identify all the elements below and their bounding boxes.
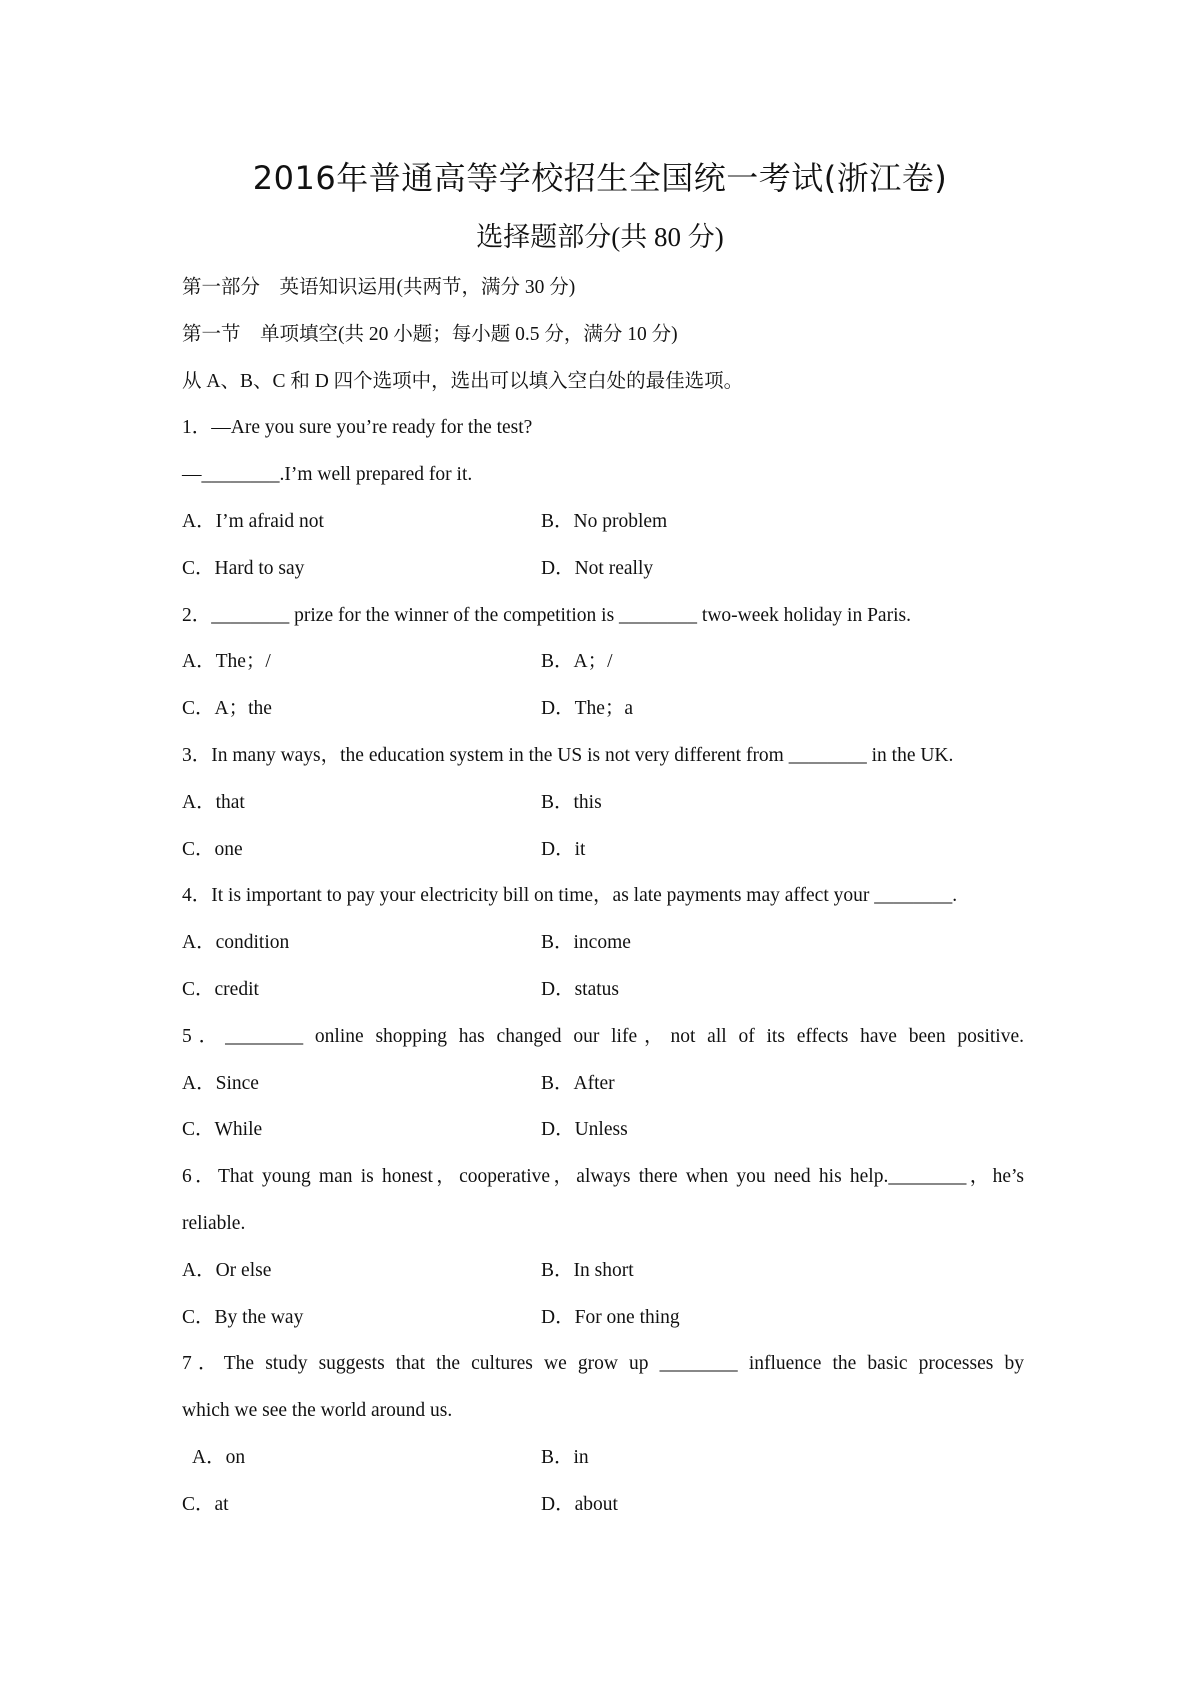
option-text: Unless xyxy=(574,1119,628,1141)
option-text: income xyxy=(573,932,631,954)
option-text: After xyxy=(573,1072,615,1094)
option-row xyxy=(182,1061,1024,1108)
option-text: Hard to say xyxy=(214,557,305,579)
option-d[interactable] xyxy=(541,827,585,874)
option-text: The；/ xyxy=(215,651,271,673)
option-letter: B． xyxy=(541,1446,574,1468)
option-text: Or else xyxy=(215,1259,272,1281)
option-letter: C． xyxy=(182,838,215,860)
option-row xyxy=(182,780,1024,827)
option-text: A；/ xyxy=(573,651,613,673)
option-text: on xyxy=(225,1446,246,1468)
option-c[interactable] xyxy=(182,1107,262,1154)
option-a[interactable] xyxy=(182,639,271,686)
option-letter: A． xyxy=(182,791,216,813)
question-stem: 1．—Are you sure you’re ready for the test? xyxy=(182,417,533,439)
section-heading: 第一节 单项填空(共 20 小题；每小题 0.5 分，满分 10 分) xyxy=(182,323,678,345)
instruction-text: 从 A、B、C 和 D 四个选项中，选出可以填入空白处的最佳选项。 xyxy=(182,370,744,392)
option-letter: B． xyxy=(541,932,574,954)
question-1 xyxy=(182,405,1024,592)
option-b[interactable] xyxy=(541,639,613,686)
question-3 xyxy=(182,733,1024,873)
option-text: Not really xyxy=(574,557,654,579)
option-letter: D． xyxy=(541,698,575,720)
option-row xyxy=(182,686,1024,733)
exam-subtitle: 选择题部分(共 80 分) xyxy=(476,222,724,252)
option-row xyxy=(182,967,1024,1014)
option-text: The；a xyxy=(574,698,634,720)
option-c[interactable] xyxy=(182,967,259,1014)
option-text: about xyxy=(574,1493,618,1515)
option-letter: B． xyxy=(541,510,574,532)
option-b[interactable] xyxy=(541,920,631,967)
option-c[interactable] xyxy=(182,1482,229,1529)
option-text: Since xyxy=(215,1072,259,1094)
option-letter: D． xyxy=(541,1493,575,1515)
option-letter: D． xyxy=(541,978,575,1000)
option-row xyxy=(182,1435,1024,1482)
option-row xyxy=(182,1248,1024,1295)
option-row xyxy=(182,827,1024,874)
option-a[interactable] xyxy=(182,1061,259,1108)
option-a[interactable] xyxy=(182,499,324,546)
question-stem: 7．The study suggests that the cultures we grow up ________ influence the basic processes by xyxy=(182,1353,1024,1375)
option-letter: D． xyxy=(541,557,575,579)
option-row xyxy=(182,499,1024,546)
option-letter: C． xyxy=(182,1493,215,1515)
option-text: A；the xyxy=(214,698,272,720)
option-d[interactable] xyxy=(541,967,619,1014)
option-letter: D． xyxy=(541,1119,575,1141)
option-d[interactable] xyxy=(541,1482,618,1529)
option-letter: B． xyxy=(541,1259,574,1281)
option-text: condition xyxy=(215,932,290,954)
option-letter: D． xyxy=(541,838,575,860)
option-letter: A． xyxy=(182,510,216,532)
option-text: one xyxy=(214,838,243,860)
option-text: For one thing xyxy=(574,1306,680,1328)
option-row xyxy=(182,639,1024,686)
question-4 xyxy=(182,873,1024,1013)
option-a[interactable] xyxy=(182,780,245,827)
option-b[interactable] xyxy=(541,499,667,546)
option-row xyxy=(182,1482,1024,1529)
option-row xyxy=(182,1107,1024,1154)
option-letter: C． xyxy=(182,1119,215,1141)
option-d[interactable] xyxy=(541,1295,680,1342)
option-letter: C． xyxy=(182,978,215,1000)
option-b[interactable] xyxy=(541,780,602,827)
question-stem: reliable. xyxy=(182,1212,246,1234)
option-text: it xyxy=(574,838,586,860)
option-d[interactable] xyxy=(541,546,653,593)
question-2 xyxy=(182,593,1024,733)
option-row xyxy=(182,920,1024,967)
part-heading: 第一部分 英语知识运用(共两节，满分 30 分) xyxy=(182,277,576,298)
option-c[interactable] xyxy=(182,1295,303,1342)
option-c[interactable] xyxy=(182,827,243,874)
option-row xyxy=(182,546,1024,593)
option-a[interactable] xyxy=(182,1248,271,1295)
option-text: status xyxy=(574,978,620,1000)
option-text: While xyxy=(214,1119,263,1141)
option-text: By the way xyxy=(214,1306,304,1328)
option-text: I’m afraid not xyxy=(215,510,324,532)
option-letter: C． xyxy=(182,1306,215,1328)
option-letter: A． xyxy=(182,651,216,673)
question-6 xyxy=(182,1154,1024,1341)
exam-title: 2016年普通高等学校招生全国统一考试(浙江卷) xyxy=(252,159,948,197)
option-letter: C． xyxy=(182,698,215,720)
option-text: in xyxy=(573,1446,589,1468)
option-letter: B． xyxy=(541,791,574,813)
question-7 xyxy=(182,1341,1024,1528)
question-5 xyxy=(182,1014,1024,1154)
option-c[interactable] xyxy=(182,686,272,733)
option-d[interactable] xyxy=(541,686,633,733)
option-letter: B． xyxy=(541,1072,574,1094)
question-stem: —________.I’m well prepared for it. xyxy=(182,464,473,486)
option-row xyxy=(182,1295,1024,1342)
option-text: credit xyxy=(214,978,259,1000)
question-stem: 5．________ online shopping has changed our life，not all of its effects have been positive. xyxy=(182,1025,1024,1047)
question-stem: which we see the world around us. xyxy=(182,1400,453,1422)
question-stem: 4．It is important to pay your electricity bill on time，as late payments may affect your ________. xyxy=(182,885,958,907)
question-stem: 3．In many ways，the education system in the US is not very different from ________ in the UK. xyxy=(182,744,954,766)
option-letter: A． xyxy=(182,932,216,954)
option-text: In short xyxy=(573,1259,634,1281)
option-text: that xyxy=(215,791,245,813)
option-b[interactable] xyxy=(541,1435,589,1482)
option-letter: B． xyxy=(541,651,574,673)
exam-content xyxy=(182,265,1024,1529)
option-letter: A． xyxy=(182,1259,216,1281)
option-b[interactable] xyxy=(541,1061,615,1108)
option-a[interactable] xyxy=(192,1435,245,1482)
question-stem: 2．________ prize for the winner of the competition is ________ two-week holiday in Paris. xyxy=(182,604,911,626)
option-d[interactable] xyxy=(541,1107,628,1154)
option-c[interactable] xyxy=(182,546,304,593)
question-stem: 6．That young man is honest，cooperative，always there when you need his help.________，he’s xyxy=(182,1166,1024,1188)
option-a[interactable] xyxy=(182,920,289,967)
option-text: at xyxy=(214,1493,229,1515)
option-text: this xyxy=(573,791,602,813)
option-letter: D． xyxy=(541,1306,575,1328)
option-letter: A． xyxy=(192,1446,226,1468)
option-letter: A． xyxy=(182,1072,216,1094)
option-letter: C． xyxy=(182,557,215,579)
option-b[interactable] xyxy=(541,1248,634,1295)
option-text: No problem xyxy=(573,510,668,532)
